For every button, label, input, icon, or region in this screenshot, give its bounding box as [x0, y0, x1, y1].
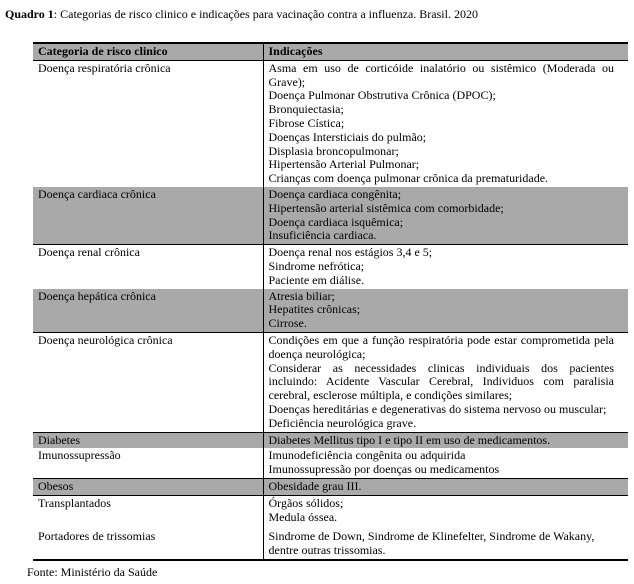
indication-line: Órgãos sólidos;	[268, 495, 344, 510]
page-title	[0, 0, 634, 22]
indication-line: Paciente em diálise.	[268, 272, 365, 287]
indications-cell	[263, 332, 628, 432]
indications-cell	[263, 187, 628, 245]
indications-cell	[263, 448, 628, 478]
table-body	[33, 60, 628, 560]
indication-line: Doenças hereditárias e degenerativas do sistema nervoso ou muscular;	[268, 401, 607, 416]
category-cell: Diabetes	[33, 432, 263, 448]
indication-line: Fibrose Cística;	[268, 115, 345, 130]
indication-line: Deficiência neurológica grave.	[268, 415, 417, 430]
table-row	[33, 332, 628, 432]
indication-line: Diabetes Mellitus tipo I e tipo II em uso de medicamentos.	[268, 432, 551, 447]
indication-line: Cirrose.	[268, 316, 307, 331]
indication-line: Imunodeficiência congênita ou adquirida	[268, 448, 466, 463]
indication-line: Hipertensão Arterial Pulmonar;	[268, 157, 420, 172]
indication-line: Crianças com doença pulmonar crônica da prematuridade.	[268, 171, 549, 186]
indication-line: Doença cardiaca congênita;	[268, 186, 402, 201]
category-cell: Obesos	[33, 478, 263, 495]
indication-line: Asma em uso de corticóide inalatório ou sistêmico (Moderada ou Grave);	[268, 60, 614, 89]
indication-line: Obesidade grau III.	[268, 478, 362, 493]
table-row	[33, 60, 628, 187]
source-note: Fonte: Ministério da Saúde	[27, 564, 158, 579]
category-cell: Doença neurológica crônica	[33, 332, 263, 432]
indication-line: Hipertensão arterial sistêmica com comorbidade;	[268, 200, 504, 215]
indication-line: Doenças Intersticiais do pulmão;	[268, 129, 427, 144]
category-cell: Doença hepática crônica	[33, 289, 263, 333]
table-row	[33, 432, 628, 448]
indication-line: Bronquiectasia;	[268, 102, 344, 117]
indication-line: Hepatites crônicas;	[268, 302, 361, 317]
category-cell: Doença cardiaca crônica	[33, 187, 263, 245]
risk-table	[33, 42, 628, 561]
category-cell: Doença respiratória crônica	[33, 60, 263, 187]
header-indications: Indicações	[263, 43, 628, 60]
indication-line: Displasia broncopulmonar;	[268, 143, 399, 158]
category-cell: Doença renal crônica	[33, 245, 263, 289]
table-row	[33, 187, 628, 245]
indication-line: Doença cardiaca isquêmica;	[268, 214, 404, 229]
table-row	[33, 495, 628, 525]
indication-line: Medula óssea.	[268, 509, 338, 524]
category-cell: Portadores de trissomias	[33, 525, 263, 560]
indication-line: Doença renal nos estágios 3,4 e 5;	[268, 245, 433, 260]
title-label: Quadro 1	[5, 7, 54, 21]
table-header-row	[33, 43, 628, 60]
indication-line: Sindrome nefrótica;	[268, 258, 365, 273]
indication-line: Condições em que a função respiratória pode estar comprometida pela doença neurológica;	[268, 332, 614, 361]
indications-cell	[263, 478, 628, 495]
indications-cell	[263, 495, 628, 525]
indications-cell	[263, 432, 628, 448]
table-row	[33, 448, 628, 478]
indications-cell	[263, 60, 628, 187]
table-row	[33, 245, 628, 289]
indication-line: Atresia biliar;	[268, 288, 335, 303]
indication-line: Sindrome de Down, Sindrome de Klinefelter, Sindrome de Wakany, dentre outras trissomias.	[268, 529, 595, 558]
indication-line: Doença Pulmonar Obstrutiva Crônica (DPOC);	[268, 88, 496, 103]
indications-cell	[263, 289, 628, 333]
table-row	[33, 478, 628, 495]
table-row	[33, 525, 628, 560]
indications-cell	[263, 525, 628, 560]
table-row	[33, 289, 628, 333]
category-cell: Imunossupressão	[33, 448, 263, 478]
title-text: : Categorias de risco clinico e indicações para vacinação contra a influenza. Brasil. 2020	[53, 7, 478, 21]
indications-cell	[263, 245, 628, 289]
indication-line: Imunossupressão por doenças ou medicamentos	[268, 462, 500, 477]
category-cell: Transplantados	[33, 495, 263, 525]
header-category: Categoria de risco clinico	[33, 43, 263, 60]
indication-line: Considerar as necessidades clinicas individuais dos pacientes incluindo: Acidente Vascular Cerebral, Individuos com paralisia cerebral, esclerose múltipla, e condições similares;	[268, 360, 614, 403]
indication-line: Insuficiência cardiaca.	[268, 228, 377, 243]
